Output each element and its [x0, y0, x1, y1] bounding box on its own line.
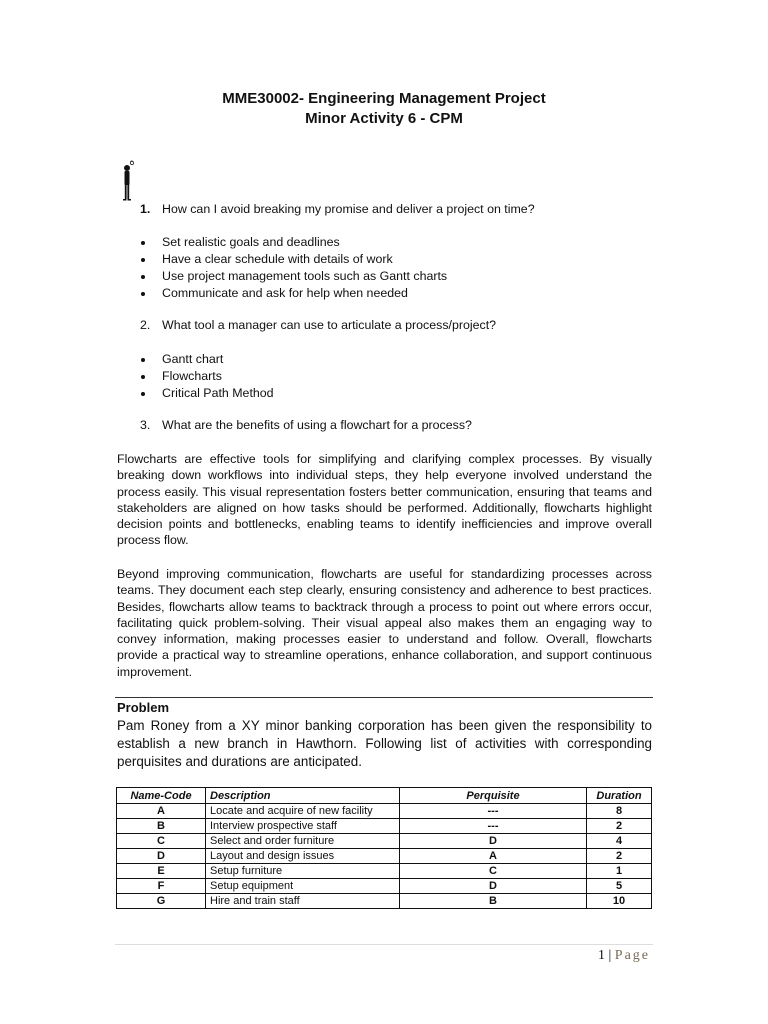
cell-description: Setup equipment — [206, 879, 400, 894]
cell-description: Select and order furniture — [206, 834, 400, 849]
table-row — [117, 864, 652, 879]
column-header: Duration — [587, 788, 652, 804]
question-1 — [140, 202, 535, 216]
cell-code: F — [117, 879, 206, 894]
cell-duration: 5 — [587, 879, 652, 894]
question-text: What tool a manager can use to articulate a process/project? — [162, 318, 497, 332]
question-text: How can I avoid breaking my promise and deliver a project on time? — [162, 202, 535, 216]
list-item: Critical Path Method — [162, 386, 274, 400]
cell-description: Setup furniture — [206, 864, 400, 879]
cell-duration: 2 — [587, 819, 652, 834]
question-text: What are the benefits of using a flowchart for a process? — [162, 418, 472, 432]
column-header: Name-Code — [117, 788, 206, 804]
cell-perquisite: D — [400, 879, 587, 894]
list-item: Set realistic goals and deadlines — [162, 234, 447, 251]
list-item: Communicate and ask for help when needed — [162, 285, 447, 302]
cell-perquisite: D — [400, 834, 587, 849]
list-item: Use project management tools such as Gantt charts — [162, 269, 448, 283]
page-footer — [598, 948, 650, 964]
cell-description: Locate and acquire of new facility — [206, 804, 400, 819]
cell-code: D — [117, 849, 206, 864]
cell-duration: 10 — [587, 894, 652, 909]
page-separator: | — [604, 948, 615, 963]
cell-perquisite: C — [400, 864, 587, 879]
cell-description: Hire and train staff — [206, 894, 400, 909]
cell-duration: 1 — [587, 864, 652, 879]
table-row — [117, 894, 652, 909]
table-row — [117, 849, 652, 864]
document-subtitle: Minor Activity 6 - CPM — [305, 110, 463, 127]
section-divider — [115, 697, 653, 698]
question-number: 1. — [140, 202, 151, 216]
question-number: 3. — [140, 418, 151, 432]
list-item: Gantt chart — [162, 351, 274, 368]
answer-list-1 — [162, 234, 447, 302]
list-item: Flowcharts — [162, 368, 274, 385]
table-row — [117, 834, 652, 849]
problem-text: Pam Roney from a XY minor banking corporation has been given the responsibility to establish a new branch in Hawthorn. Following list of activities with corresponding perquisites and durations are anticipated. — [117, 718, 652, 769]
page-number: 1 — [597, 948, 605, 963]
thinking-person-icon — [118, 160, 140, 202]
cell-description: Interview prospective staff — [206, 819, 400, 834]
cell-code: G — [117, 894, 206, 909]
cell-code: A — [117, 804, 206, 819]
problem-heading: Problem — [117, 700, 170, 715]
table-row — [117, 804, 652, 819]
table-row — [117, 879, 652, 894]
cell-perquisite: --- — [400, 804, 587, 819]
cell-code: B — [117, 819, 206, 834]
document-title: MME30002- Engineering Management Project — [222, 90, 546, 107]
cell-perquisite: --- — [400, 819, 587, 834]
activity-table — [116, 787, 652, 909]
cell-duration: 2 — [587, 849, 652, 864]
list-item: Have a clear schedule with details of work — [162, 251, 447, 268]
cell-duration: 4 — [587, 834, 652, 849]
cell-perquisite: B — [400, 894, 587, 909]
question-2 — [140, 318, 496, 332]
question-number: 2. — [140, 318, 151, 332]
column-header: Description — [206, 788, 400, 804]
cell-perquisite: A — [400, 849, 587, 864]
cell-duration: 8 — [587, 804, 652, 819]
answer-list-2 — [162, 351, 274, 402]
cell-code: C — [117, 834, 206, 849]
table-header-row — [117, 788, 652, 804]
cell-description: Layout and design issues — [206, 849, 400, 864]
table-row — [117, 819, 652, 834]
paragraph: Beyond improving communication, flowcharts are useful for standardizing processes across teams. They document each step clearly, ensuring consistency and adherence to best practices. Besides, flowcharts allow teams to backtrack through a process to point out where errors occur, facilitating quick problem-solving. Their visual appeal also makes them an engaging way to convey information, making processes easier to understand and follow. Overall, flowcharts provide a practical way to streamline operations, enhance collaboration, and support continuous improvement. — [117, 567, 652, 679]
paragraph: Flowcharts are effective tools for simplifying and clarifying complex processes. By visually breaking down workflows into individual steps, they help everyone involved understand the process easily. This visual representation fosters better communication, ensuring that teams and stakeholders are aligned on how tasks should be performed. Additionally, flowcharts highlight decision points and bottlenecks, enabling teams to identify inefficiencies and improve overall process flow. — [117, 452, 652, 548]
cell-code: E — [117, 864, 206, 879]
page-label: Page — [614, 948, 650, 963]
question-3 — [140, 418, 472, 432]
footer-divider — [115, 944, 653, 945]
column-header: Perquisite — [400, 788, 587, 804]
